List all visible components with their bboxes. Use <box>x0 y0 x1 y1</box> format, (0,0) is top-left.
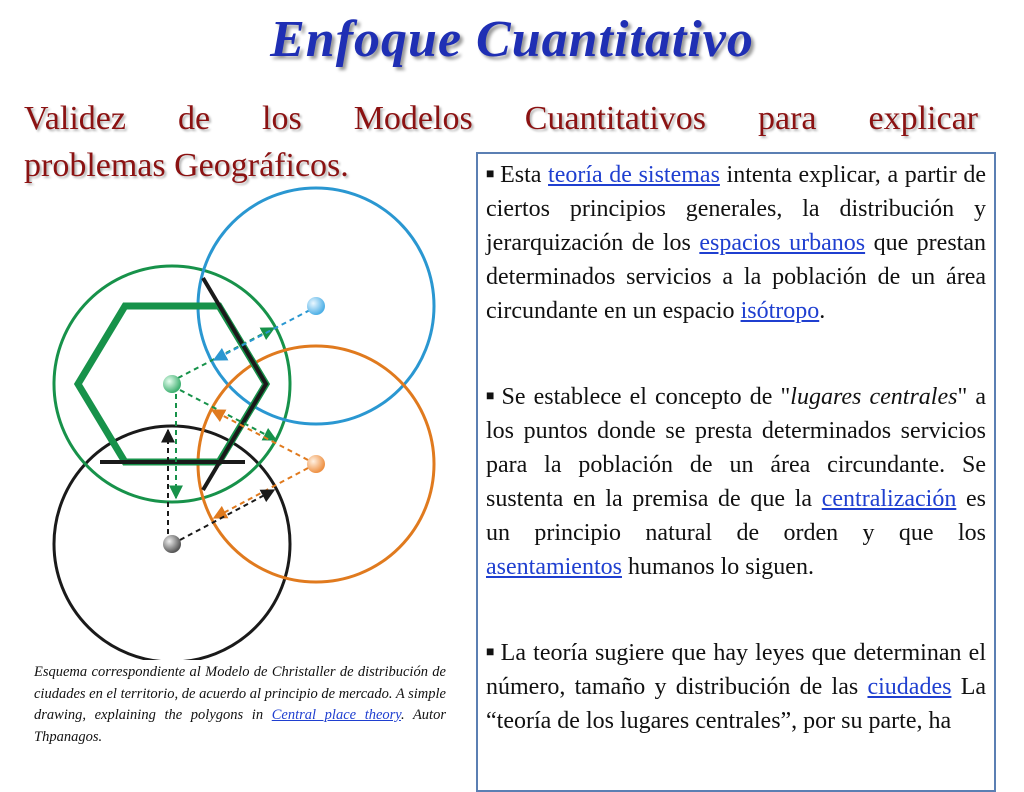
link-centralizacion[interactable]: centralización <box>821 486 957 512</box>
link-asentamientos[interactable]: asentamientos <box>486 554 622 580</box>
christaller-diagram <box>0 0 470 660</box>
link-teoria-de-sistemas[interactable]: teoría de sistemas <box>548 162 720 188</box>
paragraph-2: ■ Se establece el concepto de "lugares centrales" a los puntos donde se presta determinados servicios para la población de un área circundante. Se sustenta en la premisa de que la centralización es un principio natural de orden y que los asentamientos humanos lo siguen. <box>486 384 986 580</box>
link-espacios-urbanos[interactable]: espacios urbanos <box>699 230 866 256</box>
square-bullet-icon: ■ <box>486 389 497 404</box>
paragraph-1: ■ Esta teoría de sistemas intenta explicar, a partir de ciertos principios generales, la distribución y jerarquización de los espacios urbanos que prestan determinados servicios a la población de un área circundante en un espacio isótropo. <box>486 162 986 324</box>
slide-subtitle-line1: Validez de los Modelos Cuantitativos para explicar <box>24 100 978 137</box>
slide-subtitle-line2: problemas Geográficos. <box>24 147 349 184</box>
link-central-place-theory[interactable]: Central place theory <box>271 707 401 723</box>
link-ciudades[interactable]: ciudades <box>867 674 952 700</box>
square-bullet-icon: ■ <box>486 645 496 660</box>
slide-title: Enfoque Cuantitativo <box>270 11 754 68</box>
link-isotropo[interactable]: isótropo <box>740 298 820 324</box>
square-bullet-icon: ■ <box>486 167 496 182</box>
figure-caption: Esquema correspondiente al Modelo de Christaller de distribución de ciudades en el territorio, de acuerdo al principio de mercado. A simple drawing, explaining the polygons in Central place theory. Autor Thpanagos. <box>34 664 446 745</box>
paragraph-3: ■ La teoría sugiere que hay leyes que determinan el número, tamaño y distribución de las ciudades La “teoría de los lugares centrales”, por su parte, ha <box>486 640 987 734</box>
